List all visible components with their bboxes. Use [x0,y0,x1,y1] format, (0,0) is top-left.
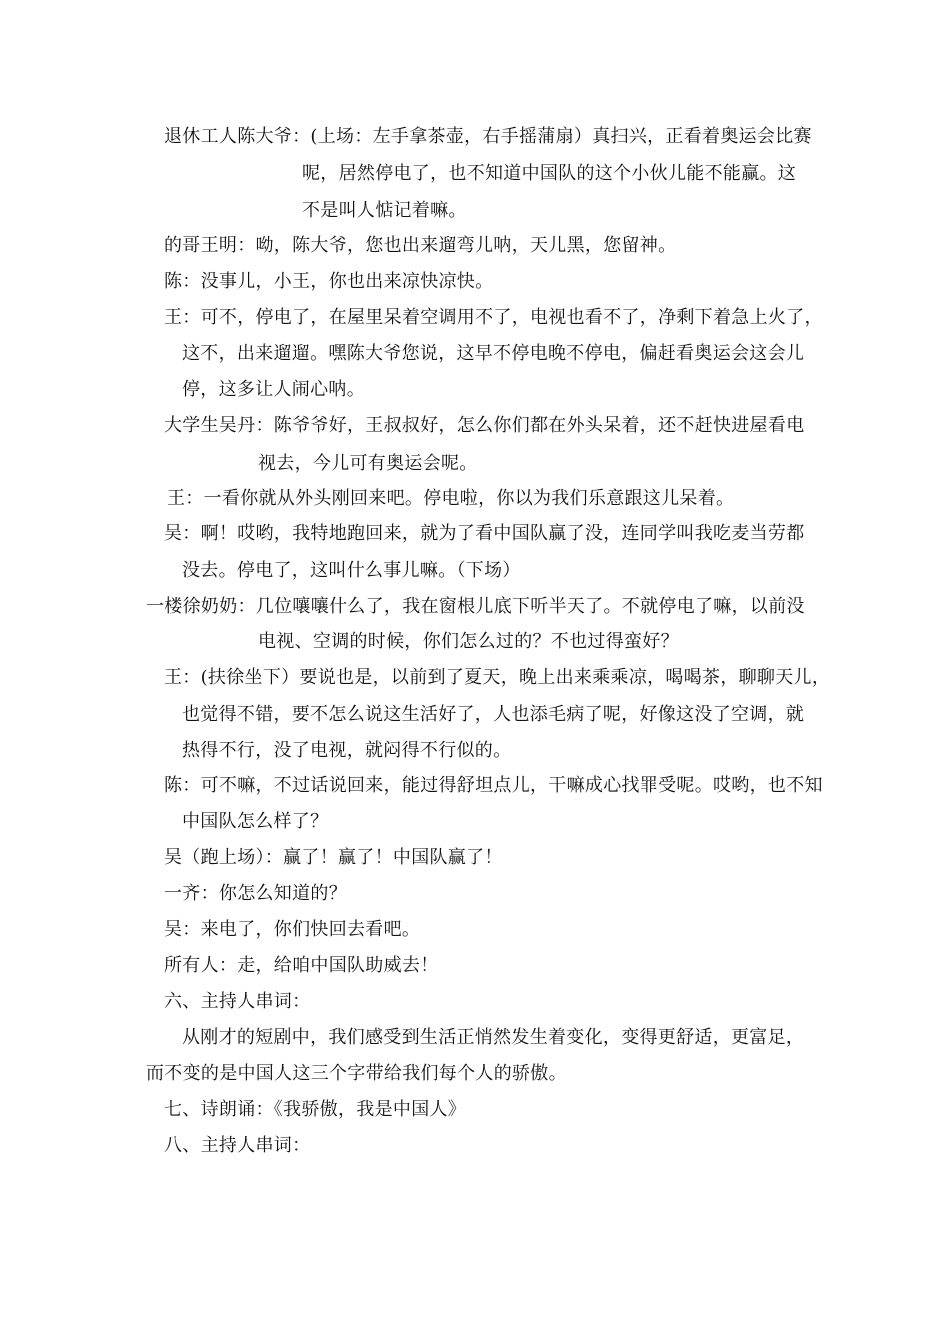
script-line: 一齐：你怎么知道的？ [164,883,347,904]
script-line: 的哥王明：呦，陈大爷，您也出来遛弯儿呐，天儿黑，您留神。 [164,235,677,256]
section-heading: 八、主持人串词： [164,1135,311,1156]
script-line: 不是叫人惦记着嘛。 [302,200,467,221]
script-line: 没去。停电了，这叫什么事儿嘛。（下场） [182,560,521,581]
script-line: 也觉得不错，要不怎么说这生活好了，人也添毛病了呢，好像这没了空调，就 [182,704,805,725]
section-heading: 七、诗朗诵：《我骄傲，我是中国人》 [164,1099,467,1120]
script-line: 中国队怎么样了？ [182,811,329,832]
script-line: 退休工人陈大爷：(上场：左手拿茶壶，右手摇蒲扇）真扫兴，正看着奥运会比赛 [164,126,812,147]
script-line: 吴（跑上场）：赢了！赢了！中国队赢了！ [164,847,503,868]
paragraph-line: 而不变的是中国人这三个字带给我们每个人的骄傲。 [146,1063,567,1084]
script-line: 陈：可不嘛，不过话说回来，能过得舒坦点儿，干嘛成心找罪受呢。哎哟，也不知 [164,775,823,796]
script-line: 陈：没事儿，小王，你也出来凉快凉快。 [164,271,494,292]
paragraph-line: 从刚才的短剧中，我们感受到生活正悄然发生着变化，变得更舒适，更富足， [182,1027,805,1048]
script-line: 电视、空调的时候，你们怎么过的？不也过得蛮好？ [258,631,679,652]
section-heading: 六、主持人串词： [164,991,311,1012]
script-line: 王：一看你就从外头刚回来吧。停电啦，你以为我们乐意跟这儿呆着。 [167,488,735,509]
script-line: 所有人：走，给咱中国队助威去！ [164,955,439,976]
script-line: 停，这多让人闹心呐。 [182,379,365,400]
script-line: 王：(扶徐坐下）要说也是，以前到了夏天，晚上出来乘乘凉，喝喝茶，聊聊天儿， [164,667,831,688]
script-line: 视去，今儿可有奥运会呢。 [258,453,478,474]
script-line: 热得不行，没了电视，就闷得不行似的。 [182,740,512,761]
script-line: 吴：啊！哎哟，我特地跑回来，就为了看中国队赢了没，连同学叫我吃麦当劳都 [164,523,805,544]
script-line: 吴：来电了，你们快回去看吧。 [164,919,421,940]
script-line: 一楼徐奶奶：几位嚷嚷什么了，我在窗根儿底下听半天了。不就停电了嘛，以前没 [146,596,805,617]
script-line: 王：可不，停电了，在屋里呆着空调用不了，电视也看不了，净剩下着急上火了， [164,307,823,328]
script-line: 大学生吴丹：陈爷爷好，王叔叔好，怎么你们都在外头呆着，还不赶快进屋看电 [164,415,805,436]
script-line: 呢，居然停电了，也不知道中国队的这个小伙儿能不能赢。这 [302,163,797,184]
script-line: 这不，出来遛遛。嘿陈大爷您说，这早不停电晚不停电，偏赶看奥运会这会儿 [182,343,805,364]
